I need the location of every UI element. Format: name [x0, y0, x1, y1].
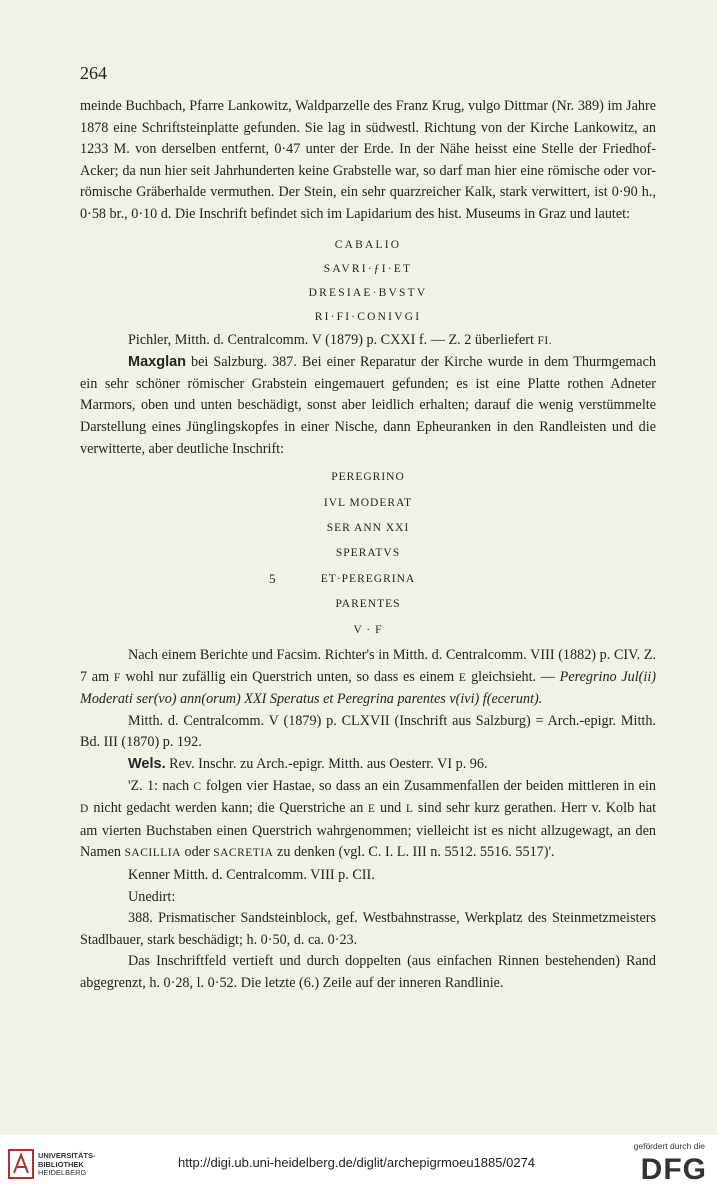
logo-line: HEIDELBERG [38, 1168, 87, 1177]
page-body [80, 96, 656, 994]
inscription-line: SPERATVS [335, 547, 401, 560]
paragraph-kenner: Kenner Mitth. d. Centralcomm. VIII p. CII. [128, 866, 375, 883]
richter-text-b: wohl nur zufällig ein Querstrich unten, so dass es einem [125, 668, 455, 685]
place-heading-maxglan: Maxglan [128, 354, 187, 371]
line-number: 5 [269, 570, 276, 586]
wels-text: Rev. Inschr. zu Arch.-epigr. Mitth. aus Oesterr. VI p. 96. [169, 755, 488, 772]
pichler-sc: FI. [537, 334, 553, 347]
paragraph-inschriftfeld: Das Inschriftfeld vertieft und durch doppelten (aus einfachen Rinnen bestehenden) Rand abgegrenzt, h. 0·28, l. 0·52. Die letzte (6.) Zeile auf der inneren Randlinie. [80, 953, 656, 991]
hastae-text: und [379, 800, 402, 817]
paragraph-mitth: Mitth. d. Centralcomm. V (1879) p. CLXVII (Inschrift aus Salzburg) = Arch.-epigr. Mitth. Bd. III (1870) p. 192. [80, 712, 656, 751]
hastae-sc: L [405, 803, 414, 816]
inscription-line: SAVRI·ƒI·ET [323, 262, 413, 275]
inscription-line: SER ANN XXI [326, 521, 410, 534]
inscription-line: PEREGRINO [331, 471, 405, 484]
paragraph-buchbach: meinde Buchbach, Pfarre Lankowitz, Waldparzelle des Franz Krug, vulgo Dittmar (Nr. 389) im Jahre 1878 eine Schriftsteinplatte gefunden. Sie lag in südwestl. Richtung von der Kirche Lankowitz, an 1233 M. von derselben entfernt, 0·47 unter der Erde. In der Nähe heisst eine Stelle der Friedhof-Acker; da nun hier seit Jahrhunderten keine Grabstelle war, so darf man hier eine römische oder vor-römische Gräberhalde vermuthen. Der Stein, ein sehr quarzreicher Kalk, stark verwittert, ist 0·90 h., 0·58 br., 0·10 d. Die Inschrift befindet sich im Lapidarium des hist. Museums in Graz und lautet: [80, 98, 656, 222]
inscription-line: PARENTES [335, 598, 401, 611]
university-seal-icon [8, 1149, 34, 1179]
place-heading-wels: Wels. [128, 755, 166, 772]
paragraph-richter [80, 645, 656, 711]
logo-line: BIBLIOTHEK [38, 1159, 84, 1169]
inscription-line: CABALIO [334, 238, 402, 251]
paragraph-unedirt: Unedirt: [128, 888, 176, 905]
logo-line: UNIVERSITÄTS- [38, 1151, 96, 1160]
hastae-sc: SACRETIA [213, 847, 274, 860]
inscription-peregrino [80, 466, 656, 641]
richter-text-a: Nach einem Berichte und Facsim. Richter's in Mitth. d. Centralcomm. VIII (1882) p. CIV. Z. 7 am [80, 646, 656, 685]
richter-text-c: gleichsieht. — [471, 668, 555, 685]
pichler-text: Pichler, Mitth. d. Centralcomm. V (1879) p. CXXI f. — Z. 2 überliefert [128, 331, 534, 348]
inscription-line: RI·FI·CONIVGI [314, 310, 422, 323]
hastae-text: nicht gedacht werden kann; die Querstriche an [93, 800, 364, 817]
paragraph-388: 388. Prismatischer Sandsteinblock, gef. Westbahnstrasse, Werkplatz des Steinmetzmeisters Stadlbauer, stark beschädigt; h. 0·50, d. ca. 0·23. [80, 910, 656, 948]
inscription-line-5 [80, 568, 656, 590]
inscription-line: DRESIAE·BVSTV [308, 286, 428, 299]
hastae-sc: SACILLIA [124, 847, 181, 860]
maxglan-text: bei Salzburg. 387. Bei einer Reparatur der Kirche wurde in dem Thurmgemach ein sehr schöner römischer Grabstein eingemauert gefunden; es ist eine Platte rothen Adneter Marmors, oben und unten beschädigt, sonst aber leidlich erhalten; darauf die wenig verstümmelte Darstellung eines Jünglingskopfes in einer Nische, dann Epheuranken in den Randleisten und die verwitterte, aber deutliche Inschrift: [80, 354, 656, 457]
library-logo-text [38, 1152, 96, 1178]
hastae-text: sind sehr kurz gerathen. Herr v. Kolb hat am vierten Buchstaben einen Querstrich wahrgenommen; vielleicht ist es nicht allzugewagt, an den Namen [80, 800, 657, 861]
hastae-sc: C [193, 780, 202, 793]
paragraph-wels [80, 754, 656, 776]
paragraph-pichler [80, 330, 656, 353]
footer-bar [0, 1135, 717, 1194]
dfg-logo: DFG [640, 1153, 707, 1186]
inscription-line-text: ET·PEREGRINA [320, 572, 416, 585]
hastae-text: 'Z. 1: nach [128, 777, 190, 794]
hastae-text: zu denken (vgl. C. I. L. III n. 5512. 5516. 5517)'. [277, 844, 555, 861]
richter-sc-e: E [458, 671, 467, 684]
inscription-line: IVL MODERAT [323, 496, 413, 509]
page-number: 264 [80, 63, 107, 83]
funded-by-label: gefördert durch die [633, 1141, 705, 1151]
permalink-url[interactable]: http://digi.ub.uni-heidelberg.de/diglit/archepigrmoeu1885/0274 [178, 1155, 536, 1170]
hastae-sc: E [367, 803, 376, 816]
inscription-line: V · F [353, 623, 383, 636]
richter-sc-f: F [113, 671, 121, 684]
inscription-cabalio [80, 234, 656, 328]
paragraph-hastae [80, 776, 656, 865]
hastae-text: folgen vier Hastae, so dass an ein Zusammenfallen der beiden mittleren in ein [205, 777, 657, 794]
hastae-sc: D [80, 803, 89, 816]
paragraph-maxglan [80, 352, 656, 460]
hastae-text: oder [184, 844, 210, 861]
richter-italic-reading: Peregrino Jul(ii) Moderati ser(vo) ann(orum) XXI Speratus et Peregrina parentes v(ivi) f(ecerunt). [80, 668, 657, 708]
